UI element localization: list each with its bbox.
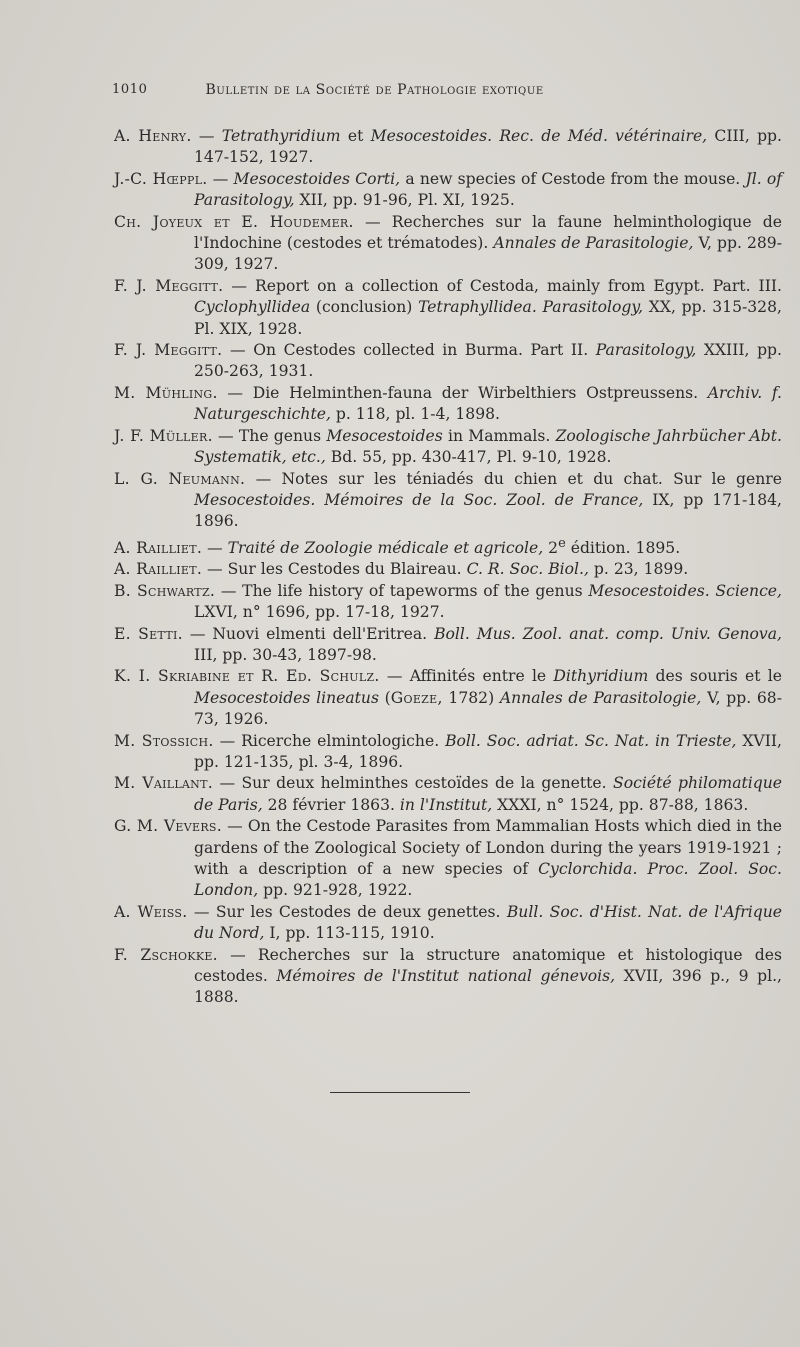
reference-author: J. F. Müller. bbox=[114, 426, 213, 445]
reference-text: — Affinités entre le bbox=[379, 667, 554, 686]
reference-text: I, pp. 113-115, 1910. bbox=[264, 924, 435, 943]
reference-entry bbox=[114, 624, 782, 667]
reference-text: — Sur les Cestodes du Blaireau. bbox=[202, 560, 467, 579]
reference-text: V, pp. 68-73, 1926. bbox=[194, 688, 782, 729]
reference-author: K. I. Skriabine et R. Ed. Schulz. bbox=[114, 667, 380, 686]
reference-text: pp. 921-928, 1922. bbox=[258, 881, 413, 900]
reference-title: Boll. Soc. adriat. Sc. Nat. in Trieste, bbox=[445, 731, 737, 750]
reference-title: Tetraphyllidea. Parasitology, bbox=[418, 298, 644, 317]
reference-text: (conclusion) bbox=[310, 298, 419, 317]
reference-author: A. Railliet. bbox=[114, 538, 203, 557]
reference-title: Mémoires de l'Institut national génevois, bbox=[276, 967, 616, 986]
reference-title: Bull. Soc. d'Hist. Nat. de l'Afrique du Nord, bbox=[194, 902, 782, 943]
reference-author: A. Weiss. bbox=[114, 902, 188, 921]
reference-text: p. 118, pl. 1-4, 1898. bbox=[330, 405, 501, 424]
reference-text: LXVI, n° 1696, pp. 17-18, 1927. bbox=[194, 603, 445, 622]
reference-entry bbox=[114, 581, 782, 624]
reference-title: Annales de Parasitologie, bbox=[493, 234, 694, 253]
reference-text: XVII, pp. 121-135, pl. 3-4, 1896. bbox=[194, 731, 782, 771]
reference-author: J.-C. Hœppl. bbox=[114, 169, 208, 188]
reference-text: — Ricerche elmintologiche. bbox=[213, 731, 446, 750]
reference-title: Annales de Parasitologie, bbox=[499, 688, 702, 707]
reference-text: — The genus bbox=[212, 426, 327, 445]
reference-title: Dithyridium bbox=[553, 667, 649, 686]
reference-entry bbox=[114, 169, 782, 212]
reference-text: — bbox=[191, 127, 222, 145]
reference-text: — bbox=[207, 169, 234, 188]
reference-text: ( bbox=[378, 688, 391, 707]
reference-text: 28 février 1863. bbox=[262, 795, 400, 814]
reference-author: F. J. Meggitt. bbox=[114, 276, 224, 295]
reference-entry bbox=[114, 666, 782, 730]
reference-author: A. Railliet. bbox=[114, 560, 203, 579]
journal-title: Bulletin de la Société de Pathologie exotique bbox=[205, 82, 544, 98]
reference-text: et bbox=[340, 127, 371, 145]
closing-rule bbox=[330, 1092, 470, 1093]
reference-author: Ch. Joyeux et E. Houdemer. bbox=[114, 212, 354, 231]
reference-entry bbox=[114, 773, 782, 816]
reference-title: Boll. Mus. Zool. anat. comp. Univ. Genova, bbox=[434, 624, 782, 643]
reference-text: e bbox=[558, 535, 566, 551]
reference-text: V, pp. 289-309, 1927. bbox=[194, 234, 782, 274]
reference-entry bbox=[114, 559, 782, 580]
reference-title: Tetrathyridium bbox=[221, 127, 341, 145]
reference-text: in Mammals. bbox=[442, 426, 556, 445]
reference-text: p. 23, 1899. bbox=[588, 560, 689, 579]
reference-author: A. Henry. bbox=[114, 127, 192, 145]
reference-entry bbox=[114, 731, 782, 774]
reference-title: Archiv. f. Naturgeschichte, bbox=[194, 383, 782, 424]
reference-text: — Nuovi elmenti dell'Eritrea. bbox=[182, 624, 435, 643]
reference-entry bbox=[114, 383, 782, 426]
reference-title: C. R. Soc. Biol., bbox=[466, 560, 589, 579]
reference-title: Société philomatique de Paris, bbox=[194, 774, 782, 814]
page-number: 1010 bbox=[112, 82, 148, 97]
reference-title: Parasitology, bbox=[595, 341, 697, 360]
reference-text: — Recherches sur la faune helminthologique de l'Indochine (cestodes et trématodes). bbox=[194, 212, 783, 253]
reference-text: CIII, pp. 147-152, 1927. bbox=[194, 127, 782, 167]
reference-text: XX, pp. 315-328, Pl. XIX, 1928. bbox=[194, 298, 782, 338]
reference-text: 2 bbox=[543, 538, 559, 557]
reference-entry bbox=[114, 816, 782, 902]
reference-entry bbox=[114, 126, 782, 169]
reference-title: Mesocestoides. Mémoires de la Soc. Zool. de France, bbox=[194, 490, 644, 509]
reference-entry bbox=[114, 945, 782, 1009]
reference-text: — The life history of tapeworms of the genus bbox=[215, 581, 589, 600]
reference-title: Jl. of Parasitology, bbox=[194, 169, 782, 210]
reference-title: Zoologische Jahrbücher Abt. Systematik, etc., bbox=[194, 426, 782, 467]
reference-text: — Sur les Cestodes de deux genettes. bbox=[187, 902, 507, 921]
reference-text: — Die Helminthen-fauna der Wirbelthiers Ostpreussens. bbox=[217, 383, 708, 402]
reference-author: M. Vaillant. bbox=[114, 774, 213, 793]
reference-entry bbox=[114, 902, 782, 945]
reference-text: XII, pp. 91-96, Pl. XI, 1925. bbox=[294, 191, 515, 210]
reference-entry bbox=[114, 426, 782, 469]
reference-author: E. Setti. bbox=[114, 624, 183, 643]
reference-title: Mesocestoides. Science, bbox=[588, 581, 782, 600]
reference-title: Mesocestoides bbox=[326, 426, 443, 445]
reference-title: Mesocestoides lineatus bbox=[194, 688, 379, 707]
reference-title: Mesocestoides. Rec. de Méd. vétérinaire, bbox=[370, 127, 708, 145]
reference-author: F. J. Meggitt. bbox=[114, 341, 223, 360]
reference-title: in l'Institut, bbox=[399, 795, 493, 814]
reference-author: G. M. Vevers. bbox=[114, 817, 222, 836]
reference-entry bbox=[114, 212, 782, 276]
reference-text: 1782) bbox=[442, 688, 500, 707]
reference-entry bbox=[114, 533, 782, 560]
reference-text: IX, pp 171-184, 1896. bbox=[194, 490, 782, 531]
reference-text: — On the Cestode Parasites from Mammalian Hosts which died in the gardens of the Zoological Society of London during the years 1919-1921 ; with a description of a new species of bbox=[194, 817, 782, 878]
reference-text: des souris et le bbox=[648, 667, 782, 686]
reference-text: — bbox=[202, 538, 228, 557]
reference-text: — On Cestodes collected in Burma. Part II. bbox=[222, 341, 596, 360]
reference-author: M. Mühling. bbox=[114, 383, 218, 402]
reference-text: édition. 1895. bbox=[565, 538, 681, 557]
reference-author: B. Schwartz. bbox=[114, 581, 216, 600]
reference-text: Bd. 55, pp. 430-417, Pl. 9-10, 1928. bbox=[325, 448, 612, 467]
reference-entry bbox=[114, 469, 782, 533]
reference-text: XVII, 396 p., 9 pl., 1888. bbox=[194, 967, 783, 1007]
reference-entry bbox=[114, 276, 782, 340]
running-head bbox=[112, 82, 672, 98]
reference-author: M. Stossich. bbox=[114, 731, 214, 750]
reference-text: a new species of Cestode from the mouse. bbox=[400, 169, 746, 188]
reference-author: F. Zschokke. bbox=[114, 945, 218, 964]
reference-title: Traité de Zoologie médicale et agricole, bbox=[227, 538, 544, 557]
reference-list bbox=[114, 126, 782, 1009]
reference-text: III, pp. 30-43, 1897-98. bbox=[194, 645, 377, 664]
reference-title: Mesocestoides Corti, bbox=[233, 169, 401, 188]
reference-title: Cyclophyllidea bbox=[194, 298, 311, 317]
reference-author: L. G. Neumann. bbox=[114, 469, 246, 488]
reference-text: XXXI, n° 1524, pp. 87-88, 1863. bbox=[492, 795, 749, 814]
reference-text: — Sur deux helminthes cestoïdes de la genette. bbox=[213, 774, 614, 793]
reference-entry bbox=[114, 340, 782, 383]
reference-text: — Report on a collection of Cestoda, mainly from Egypt. Part. III. bbox=[223, 276, 782, 295]
reference-text: — Notes sur les téniadés du chien et du chat. Sur le genre bbox=[245, 469, 782, 488]
reference-text: XXIII, pp. 250-263, 1931. bbox=[194, 341, 782, 381]
reference-text: — Recherches sur la structure anatomique et histologique des cestodes. bbox=[194, 945, 782, 986]
reference-text: Goeze, bbox=[390, 688, 443, 707]
reference-title: Cyclorchida. Proc. Zool. Soc. London, bbox=[194, 860, 782, 900]
